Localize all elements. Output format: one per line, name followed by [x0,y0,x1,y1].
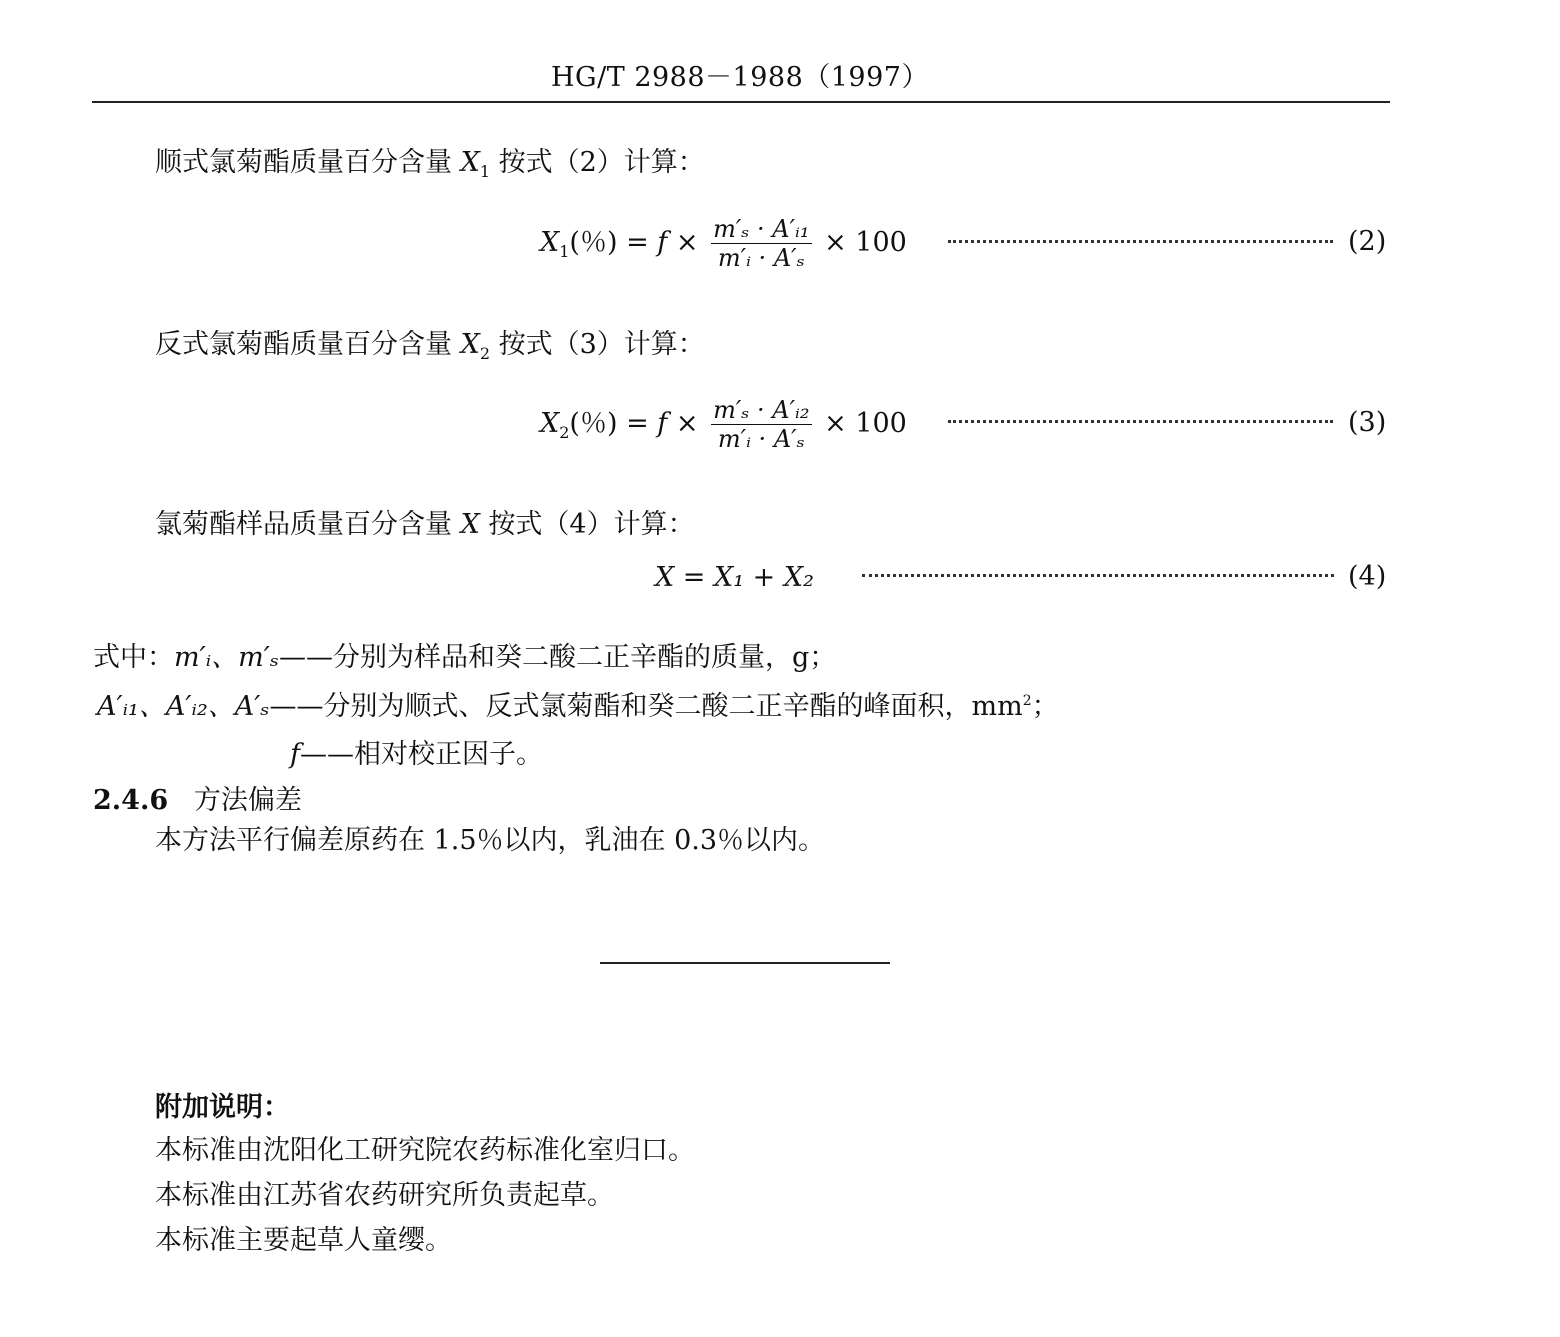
document-header: HG/T 2988－1988（1997） [551,62,929,93]
section-body: 本方法平行偏差原药在 1.5％以内，乳油在 0.3％以内。 [155,825,826,856]
appendix-line-2: 本标准由江苏省农药研究所负责起草。 [155,1180,614,1211]
where-area-text: ——分别为顺式、反式氯菊酯和癸二酸二正辛酯的峰面积，mm [269,691,1023,722]
eq3-fraction [711,396,811,453]
section-title: 方法偏差 [193,785,302,816]
eq4-number: (4) [1348,561,1387,592]
eq4-leader-dots [862,574,1334,577]
section-heading [93,778,302,817]
calc-trans-var: X [460,329,480,360]
eq3-leader-dots [948,420,1333,423]
eq2-lhs-var: X [540,227,560,258]
where-factor-symbol: f [290,739,300,770]
where-area-sup: 2 [1022,693,1032,709]
where-line-3 [290,732,543,771]
end-rule [600,962,890,964]
equation-3 [540,396,907,453]
where-line-2 [97,684,1059,723]
eq3-lhs-sub: 2 [559,423,570,442]
eq3-denominator: m′ᵢ · A′ₛ [717,425,805,453]
eq3-number: (3) [1348,407,1387,438]
eq2-numerator: m′ₛ · A′ᵢ₁ [713,215,810,243]
appendix-line-3: 本标准主要起草人童缨。 [155,1225,452,1256]
eq2-denominator: m′ᵢ · A′ₛ [717,244,805,272]
eq2-times: × [667,227,708,258]
eq2-number: (2) [1348,226,1387,257]
where-mass-text: ——分别为样品和癸二酸二正辛酯的质量，g； [279,642,837,673]
where-line-1 [93,635,836,674]
eq3-f: f [657,408,668,439]
calc-cis-prefix: 顺式氯菊酯质量百分含量 [155,147,461,178]
calc-trans-suffix: 按式（3）计算： [490,329,705,360]
calc-trans-prefix: 反式氯菊酯质量百分含量 [155,329,461,360]
calc-total-sentence [155,502,695,541]
eq2-fraction [711,215,811,272]
calc-trans-sentence [155,322,705,363]
eq2-lhs-rest: (％) = [569,227,658,258]
calc-cis-sub: 1 [479,162,491,181]
eq2-lhs-sub: 1 [559,242,570,261]
eq3-numerator: m′ₛ · A′ᵢ₂ [713,396,810,424]
appendix-line-1: 本标准由沈阳化工研究院农药标准化室归口。 [155,1135,695,1166]
section-number: 2.4.6 [93,785,169,816]
calc-cis-suffix: 按式（2）计算： [490,147,705,178]
equation-4: X = X₁ + X₂ [655,562,814,593]
appendix-heading: 附加说明： [155,1092,290,1123]
eq3-lhs-var: X [540,408,560,439]
eq3-lhs-rest: (％) = [569,408,658,439]
where-mass-symbols: m′ᵢ、m′ₛ [174,642,279,673]
calc-cis-var: X [460,147,480,178]
where-area-symbols: A′ᵢ₁、A′ᵢ₂、A′ₛ [97,691,270,722]
eq2-f: f [657,227,668,258]
calc-trans-sub: 2 [479,344,491,363]
where-area-end: ； [1031,691,1059,722]
where-factor-text: ——相对校正因子。 [300,739,543,770]
calc-total-var: X [460,509,480,540]
calc-total-suffix: 按式（4）计算： [479,509,695,540]
equation-2 [540,215,907,272]
eq2-leader-dots [948,240,1333,243]
eq3-tail: × 100 [815,408,907,439]
calc-cis-sentence [155,140,705,181]
eq3-times: × [667,408,708,439]
eq2-tail: × 100 [815,227,907,258]
where-prefix: 式中： [93,642,174,673]
header-rule [92,101,1390,103]
calc-total-prefix: 氯菊酯样品质量百分含量 [155,509,461,540]
